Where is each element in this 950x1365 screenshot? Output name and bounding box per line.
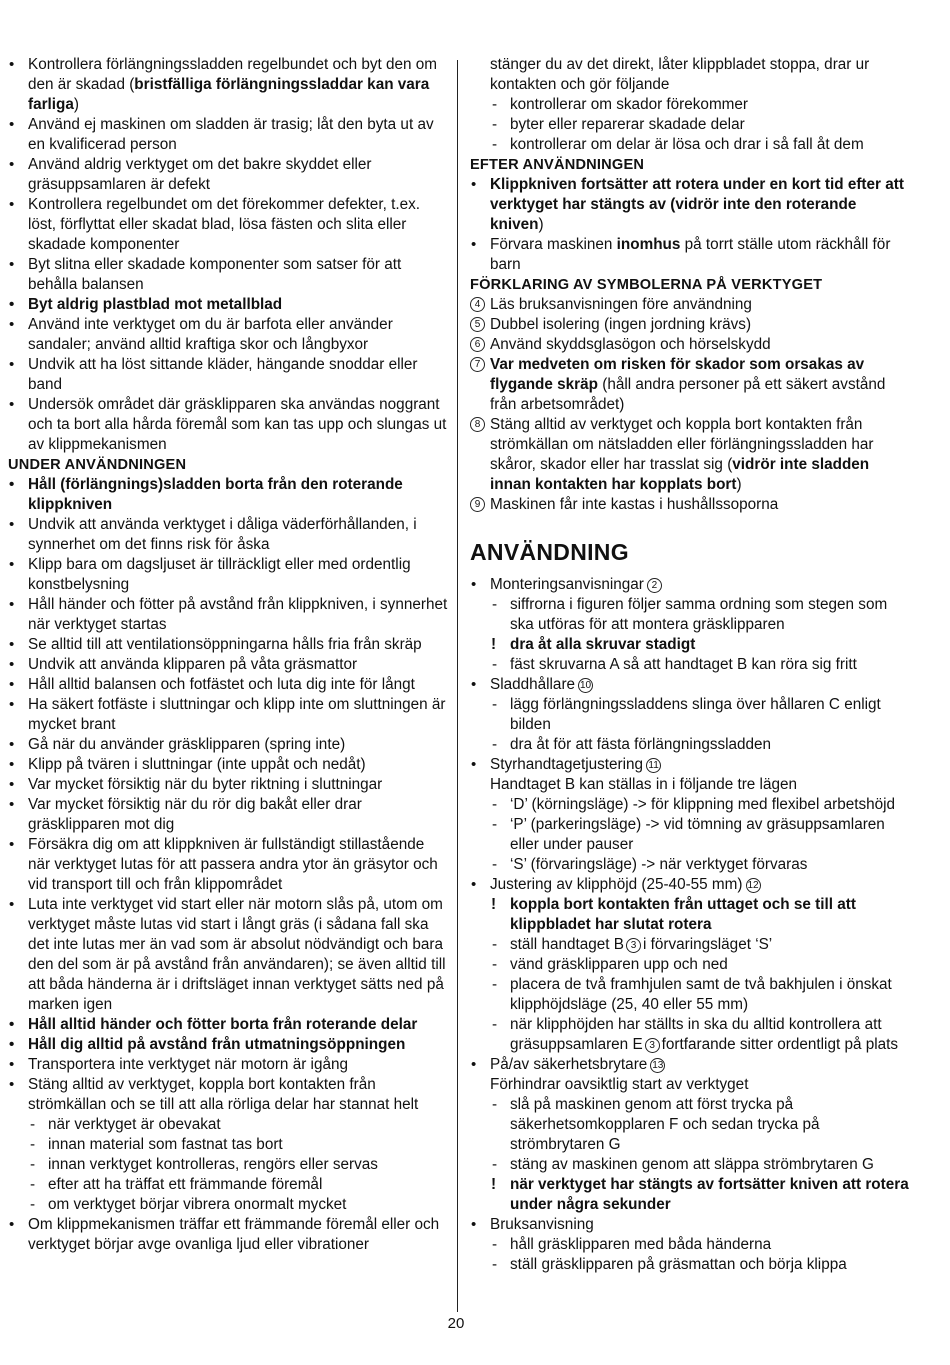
section-heading: UNDER ANVÄNDNINGEN [8, 457, 187, 473]
sub-list-item: - ställ gräsklipparen på gräsmattan och börja klippa [470, 1255, 910, 1275]
figure-ref-icon: 11 [646, 758, 661, 773]
list-item: • Använd aldrig verktyget om det bakre skyddet eller gräsuppsamlaren är defekt [8, 155, 448, 195]
sub-list-item: - siffrorna i figuren följer samma ordning som stegen som ska utföras för att montera gräsklipparen [470, 595, 910, 635]
list-item: • Försäkra dig om att klippkniven är fullständigt stillastående när verktyget lutas för att passera andra ytor än gräsytor och vid transport till och från klippområdet [8, 835, 448, 895]
sub-list-item: - innan material som fastnat tas bort [8, 1135, 448, 1155]
list-item: • På/av säkerhetsbrytare 13 [470, 1055, 910, 1075]
figure-ref-icon: 12 [747, 880, 759, 891]
sub-list-item: - ‘S’ (förvaringsläge) -> när verktyget förvaras [470, 855, 910, 875]
sub-list-item: - kontrollerar om skador förekommer [470, 95, 910, 115]
list-item: • Transportera inte verktyget när motorn är igång [8, 1055, 448, 1075]
sub-list-item: - slå på maskinen genom att först trycka på säkerhetsomkopplaren F och sedan trycka på strömbrytaren G [470, 1095, 910, 1155]
warning-item: ! koppla bort kontakten från uttaget och se till att klippbladet har slutat rotera [470, 895, 910, 935]
list-item: • Håll alltid händer och fötter borta från roterande delar [8, 1015, 448, 1035]
column-divider [457, 60, 458, 1312]
sub-list-item: - ‘P’ (parkeringsläge) -> vid tömning av gräsuppsamlaren eller under pauser [470, 815, 910, 855]
list-item: • Förvara maskinen inomhus på torrt ställe utom räckhåll för barn [470, 235, 910, 275]
list-item: • Använd inte verktyget om du är barfota eller använder sandaler; använd alltid kraftiga skor och långbyxor [8, 315, 448, 355]
sub-list-item: - kontrollerar om delar är lösa och drar i så fall åt dem [470, 135, 910, 155]
sub-list-item: - ställ handtaget B 3 i förvaringsläget ‘S’ [470, 935, 910, 955]
list-item: • Undersök området där gräsklipparen ska användas noggrant och ta bort alla hårda föremål som kan tas upp och slungas ut av klippmekanismen [8, 395, 448, 455]
list-item: • Klipp bara om dagsljuset är tillräckligt eller med ordentlig konstbelysning [8, 555, 448, 595]
list-item: • Håll (förlängnings)sladden borta från den roterande klippkniven [8, 475, 448, 515]
list-item: • Stäng alltid av verktyget, koppla bort kontakten från strömkällan och se till att alla rörliga delar har stannat helt [8, 1075, 448, 1115]
list-item: • Justering av klipphöjd (25-40-55 mm) 12 [470, 875, 910, 895]
circled-number-icon: 6 [470, 337, 485, 352]
sub-list-item: - när klipphöjden har ställts in ska du alltid kontrollera att gräsuppsamlaren E 3 fortfarande sitter ordentligt på plats [470, 1015, 910, 1055]
left-column [8, 55, 448, 1255]
list-item: • Klippkniven fortsätter att rotera under en kort tid efter att verktyget har stängts av (vidrör inte den roterande kniven) [470, 175, 910, 235]
symbol-item: 4 Läs bruksanvisningen före användning [470, 295, 910, 315]
figure-ref-icon: 3 [645, 1038, 660, 1053]
list-item: • Håll dig alltid på avstånd från utmatningsöppningen [8, 1035, 448, 1055]
list-item: • Luta inte verktyget vid start eller när motorn slås på, utom om verktyget måste lutas vid start i långt gräs (i sådana fall ska det inte lutas mer än vad som är absolut nödvändigt och bara den del som är på avstånd från användaren); se även alltid till att båda händerna är i driftsläget innan verktyget sätts ned på marken igen [8, 895, 448, 1015]
sub-list-item: - vänd gräsklipparen upp och ned [470, 955, 910, 975]
right-column [470, 55, 910, 1275]
list-item: • Byt aldrig plastblad mot metallblad [8, 295, 448, 315]
sub-list-item: - dra åt för att fästa förlängningssladden [470, 735, 910, 755]
sub-list-item: - placera de två framhjulen samt de två bakhjulen i önskat klipphöjdsläge (25, 40 eller 55 mm) [470, 975, 910, 1015]
list-item: • Undvik att använda verktyget i dåliga väderförhållanden, i synnerhet om det finns risk för åska [8, 515, 448, 555]
list-item: • Kontrollera regelbundet om det förekommer defekter, t.ex. löst, förflyttat eller skadat blad, lösa fästen och slita eller skadade komponenter [8, 195, 448, 255]
list-item: • Håll alltid balansen och fotfästet och luta dig inte för långt [8, 675, 448, 695]
sub-list-item: - stäng av maskinen genom att släppa strömbrytaren G [470, 1155, 910, 1175]
circled-number-icon: 4 [470, 297, 485, 312]
list-item: • Håll händer och fötter på avstånd från klippkniven, i synnerhet när verktyget startas [8, 595, 448, 635]
list-item: • Se alltid till att ventilationsöppningarna hålls fria från skräp [8, 635, 448, 655]
list-item: • Undvik att använda klipparen på våta gräsmattor [8, 655, 448, 675]
circled-number-icon: 5 [470, 317, 485, 332]
section-title: ANVÄNDNING [470, 539, 629, 565]
sub-list-item: - efter att ha träffat ett främmande föremål [8, 1175, 448, 1195]
figure-ref-icon: 13 [652, 1060, 664, 1071]
list-item: • Styrhandtagetjustering 11 [470, 755, 910, 775]
figure-ref-icon: 10 [579, 680, 592, 691]
symbol-item: 9 Maskinen får inte kastas i hushållssoporna [470, 495, 910, 515]
sub-list-item: - lägg förlängningssladdens slinga över hållaren C enligt bilden [470, 695, 910, 735]
list-item: • Undvik att ha löst sittande kläder, hängande snoddar eller band [8, 355, 448, 395]
sub-list-item: - fäst skruvarna A så att handtaget B kan röra sig fritt [470, 655, 910, 675]
list-item: • Kontrollera förlängningssladden regelbundet och byt den om den är skadad (bristfälliga förlängningssladdar kan vara farliga) [8, 55, 448, 115]
symbol-item: 8 Stäng alltid av verktyget och koppla bort kontakten från strömkällan om nätsladden eller förlängningssladden har skåror, skador eller har trasslat sig (vidrör inte sladden innan kontakten har kopplats bort) [470, 415, 910, 495]
page-number: 20 [447, 1315, 465, 1332]
figure-ref-icon: 2 [647, 578, 662, 593]
sub-list-item: - håll gräsklipparen med båda händerna [470, 1235, 910, 1255]
list-item: • Var mycket försiktig när du byter riktning i sluttningar [8, 775, 448, 795]
section-heading: EFTER ANVÄNDNINGEN [470, 157, 645, 173]
sub-list-item: - ‘D’ (körningsläge) -> för klippning med flexibel arbetshöjd [470, 795, 910, 815]
list-item: • Monteringsanvisningar 2 [470, 575, 910, 595]
circled-number-icon: 8 [470, 417, 485, 432]
sub-list-item: - om verktyget börjar vibrera onormalt mycket [8, 1195, 448, 1215]
symbol-item: 5 Dubbel isolering (ingen jordning krävs) [470, 315, 910, 335]
warning-item: ! dra åt alla skruvar stadigt [470, 635, 910, 655]
list-item: • Byt slitna eller skadade komponenter som satser för att behålla balansen [8, 255, 448, 295]
list-item: • Om klippmekanismen träffar ett främmande föremål eller och verktyget börjar avge ovanliga ljud eller vibrationer [8, 1215, 448, 1255]
warning-item: ! när verktyget har stängts av fortsätter kniven att rotera under några sekunder [470, 1175, 910, 1215]
symbol-item: 7 Var medveten om risken för skador som orsakas av flygande skräp (håll andra personer på ett säkert avstånd från arbetsområdet) [470, 355, 910, 415]
list-item: • Sladdhållare 10 [470, 675, 910, 695]
paragraph: Förhindrar oavsiktlig start av verktyget [490, 1076, 749, 1093]
sub-list-item: - innan verktyget kontrolleras, rengörs eller servas [8, 1155, 448, 1175]
section-heading: FÖRKLARING AV SYMBOLERNA PÅ VERKTYGET [470, 277, 823, 293]
paragraph: stänger du av det direkt, låter klippbladet stoppa, drar ur kontakten och gör följande [490, 56, 870, 93]
list-item: • Ha säkert fotfäste i sluttningar och klipp inte om sluttningen är mycket brant [8, 695, 448, 735]
symbol-item: 6 Använd skyddsglasögon och hörselskydd [470, 335, 910, 355]
circled-number-icon: 9 [470, 497, 485, 512]
list-item: • Klipp på tvären i sluttningar (inte uppåt och nedåt) [8, 755, 448, 775]
sub-list-item: - när verktyget är obevakat [8, 1115, 448, 1135]
sub-list-item: - byter eller reparerar skadade delar [470, 115, 910, 135]
paragraph: Handtaget B kan ställas in i följande tre lägen [490, 776, 797, 793]
list-item: • Var mycket försiktig när du rör dig bakåt eller drar gräsklipparen mot dig [8, 795, 448, 835]
list-item: • Gå när du använder gräsklipparen (spring inte) [8, 735, 448, 755]
list-item: • Bruksanvisning [470, 1215, 910, 1235]
figure-ref-icon: 3 [626, 938, 641, 953]
list-item: • Använd ej maskinen om sladden är trasig; låt den byta ut av en kvalificerad person [8, 115, 448, 155]
circled-number-icon: 7 [470, 357, 485, 372]
